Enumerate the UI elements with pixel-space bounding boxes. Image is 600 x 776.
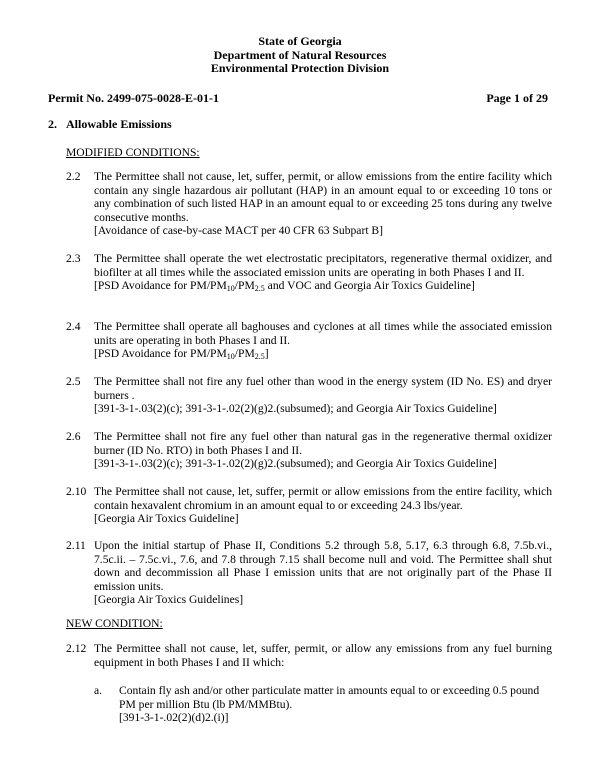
condition-text: The Permittee shall not cause, let, suffer, permit, or allow any emissions from any fuel burning equipment in both Phases I and II which: xyxy=(94,642,552,669)
condition-number: 2.5 xyxy=(66,375,81,388)
condition-2-10 xyxy=(66,485,552,526)
condition-number: 2.3 xyxy=(66,252,81,265)
citation-part: /PM xyxy=(234,279,255,293)
modified-conditions-heading: MODIFIED CONDITIONS: xyxy=(66,146,200,159)
condition-citation xyxy=(94,279,552,293)
condition-text: The Permittee shall operate all baghouses and cyclones at all times while the associated emission units are operating in both Phases I and II. xyxy=(94,320,552,347)
citation-subscript: 2.5 xyxy=(254,352,265,362)
condition-citation xyxy=(94,347,552,361)
condition-citation: [391-3-1-.03(2)(c); 391-3-1-.02(2)(g)2.(subsumed); and Georgia Air Toxics Guideline] xyxy=(94,457,497,471)
condition-number: 2.10 xyxy=(66,485,87,498)
section-title: Allowable Emissions xyxy=(66,117,172,131)
item-label: a. xyxy=(94,684,103,697)
citation-part: [PSD Avoidance for PM/PM xyxy=(94,347,227,361)
permit-number: Permit No. 2499-075-0028-E-01-1 xyxy=(48,91,219,105)
new-condition-heading: NEW CONDITION: xyxy=(66,617,163,630)
condition-text: Upon the initial startup of Phase II, Conditions 5.2 through 5.8, 5.17, 6.3 through 6.8, 7.5b.vi., 7.5c.ii. – 7.5c.vi., 7.6, and 7.8 through 7.15 shall become null and void. The Permittee shall shut down and decommission all Phase I emission units that are not originally part of the Phase II emission units. xyxy=(94,539,552,593)
condition-citation: [Avoidance of case-by-case MACT per 40 CFR 63 Subpart B] xyxy=(94,224,384,238)
citation-part: [PSD Avoidance for PM/PM xyxy=(94,279,227,293)
item-citation: [391-3-1-.02(2)(d)2.(i)] xyxy=(119,711,229,725)
condition-text: The Permittee shall not cause, let, suffer, permit, or allow emissions from the entire facility which contain any single hazardous air pollutant (HAP) in an amount equal to or exceeding 10 tons or any combination of such listed HAP in an amount equal to or exceeding 25 tons during any twelve consecutive months. xyxy=(94,170,552,224)
citation-subscript: 10 xyxy=(226,284,235,294)
header-division: Environmental Protection Division xyxy=(210,61,390,75)
condition-2-4 xyxy=(66,320,552,361)
condition-number: 2.11 xyxy=(66,539,86,552)
condition-number: 2.6 xyxy=(66,430,81,443)
header-state: State of Georgia xyxy=(258,34,342,48)
condition-2-3 xyxy=(66,252,552,293)
citation-subscript: 2.5 xyxy=(254,284,265,294)
condition-text: The Permittee shall not fire any fuel other than natural gas in the regenerative thermal oxidizer burner (ID No. RTO) in both Phases I and II. xyxy=(94,430,552,457)
header-department: Department of Natural Resources xyxy=(213,47,387,62)
condition-citation: [391-3-1-.03(2)(c); 391-3-1-.02(2)(g)2.(subsumed); and Georgia Air Toxics Guideline] xyxy=(94,402,497,416)
section-number: 2. xyxy=(48,117,57,131)
condition-text: The Permittee shall operate the wet electrostatic precipitators, regenerative thermal oxidizer, and biofilter at all times while the associated emission units are operating in both Phases I and II. xyxy=(94,252,552,279)
citation-part: /PM xyxy=(234,347,255,361)
condition-2-2 xyxy=(66,170,552,238)
agency-header xyxy=(0,35,600,76)
condition-2-11 xyxy=(66,539,552,607)
condition-text: The Permittee shall not cause, let, suffer, permit or allow emissions from the entire facility, which contain hexavalent chromium in an amount equal to or exceeding 24.3 lbs/year. xyxy=(94,485,552,512)
condition-2-5 xyxy=(66,375,552,416)
condition-citation: [Georgia Air Toxics Guidelines] xyxy=(94,593,244,607)
condition-2-12-item-a xyxy=(94,684,552,725)
condition-2-12 xyxy=(66,642,552,669)
condition-number: 2.12 xyxy=(66,642,87,655)
item-text: Contain fly ash and/or other particulate matter in amounts equal to or exceeding 0.5 pound PM per million Btu (lb PM/MMBtu). xyxy=(119,684,540,711)
citation-part: ] xyxy=(264,347,269,361)
citation-subscript: 10 xyxy=(226,352,235,362)
section-heading xyxy=(48,118,172,132)
condition-2-6 xyxy=(66,430,552,471)
page-number: Page 1 of 29 xyxy=(486,91,548,105)
condition-number: 2.4 xyxy=(66,320,81,333)
citation-part: and VOC and Georgia Air Toxics Guideline] xyxy=(264,279,475,293)
condition-text: The Permittee shall not fire any fuel other than wood in the energy system (ID No. ES) and dryer burners . xyxy=(94,375,552,402)
condition-number: 2.2 xyxy=(66,170,81,183)
condition-citation: [Georgia Air Toxics Guideline] xyxy=(94,512,239,526)
